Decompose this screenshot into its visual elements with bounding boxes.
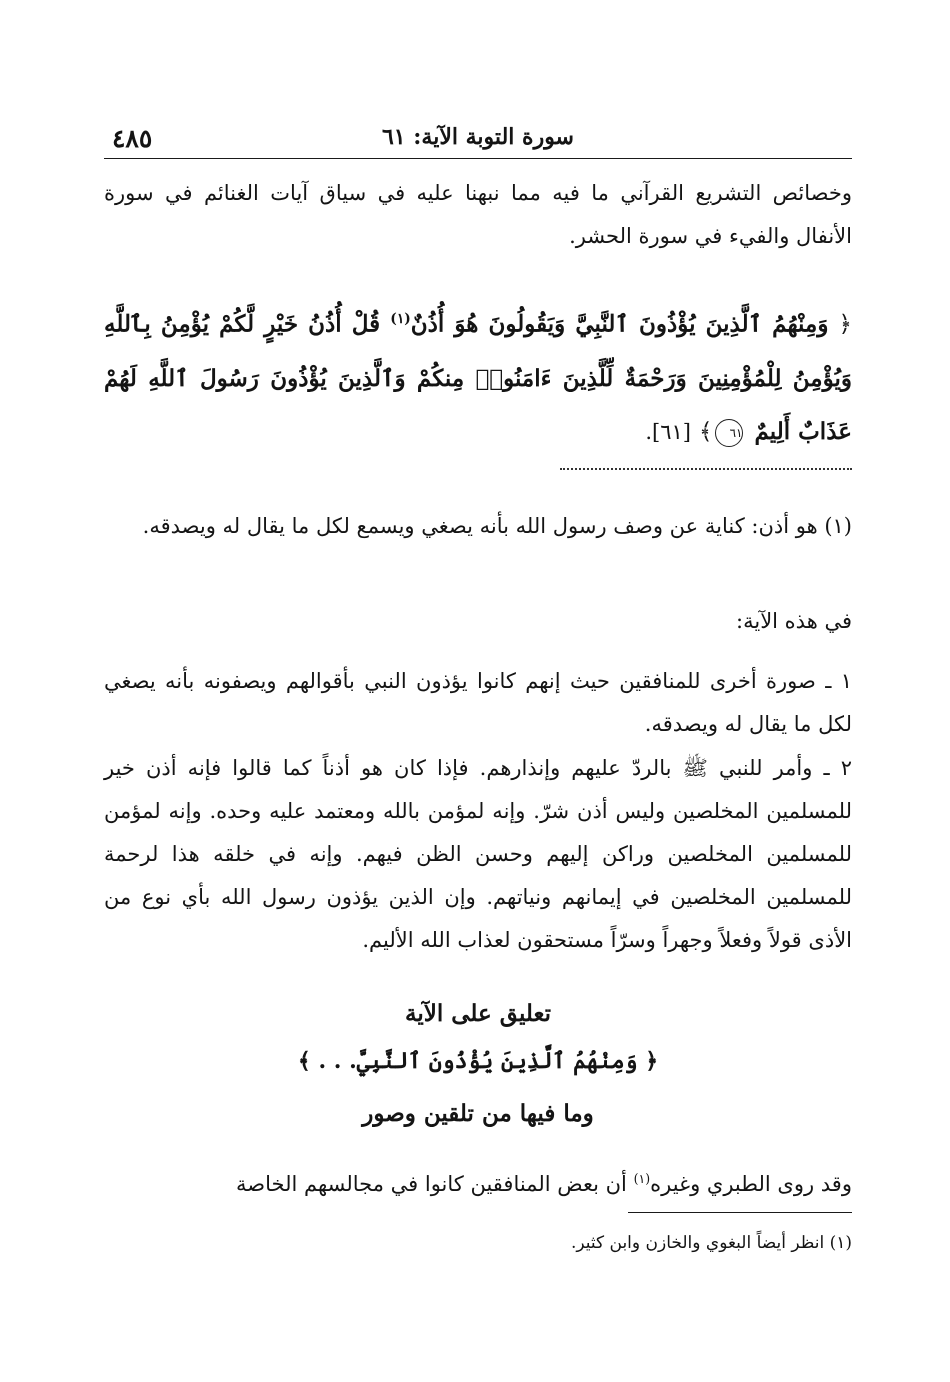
- commentary-heading: تعليق على الآية: [405, 1000, 551, 1027]
- excerpt-close-ornament: ﴾: [297, 1048, 311, 1074]
- point-1-text: ١ ـ صورة أخرى للمنافقين حيث إنهم كانوا يؤذون النبي بأقوالهم ويصفونه بأنه يصغي لكل ما يقال له ويصدقه.: [104, 669, 852, 736]
- verse-reference: [٦١].: [645, 419, 691, 444]
- verse-note-text: (١) هو أذن: كناية عن وصف رسول الله بأنه يصغي ويسمع لكل ما يقال له ويصدقه.: [142, 514, 852, 538]
- header-rule: [104, 158, 852, 159]
- commentary-subheading: وما فيها من تلقين وصور: [362, 1100, 594, 1127]
- excerpt-text: وَمِنْهُمُ ٱلَّذِينَ يُؤْذُونَ ٱلنَّبِيَّ. . .: [318, 1048, 638, 1074]
- header-title: سورة التوبة الآية: ٦١: [381, 124, 574, 150]
- running-header: [104, 118, 852, 158]
- point-2: [104, 747, 852, 962]
- point-1: [104, 660, 852, 746]
- footnote-rule: [628, 1212, 852, 1213]
- quran-verse: [104, 293, 852, 459]
- commentary-verse-excerpt: [104, 1048, 852, 1074]
- commentary-text-part-2: أن بعض المنافقين كانوا في مجالسهم الخاصة: [236, 1172, 627, 1196]
- excerpt-open-ornament: ﴿: [645, 1048, 659, 1074]
- commentary-paragraph: [104, 1157, 852, 1206]
- verse-open-ornament: ﴿: [838, 311, 853, 338]
- commentary-text-part-1: وقد روى الطبري وغيره: [650, 1172, 852, 1196]
- ayah-number-medallion: ٦١: [715, 419, 743, 447]
- page-number: ٤٨٥: [112, 124, 153, 153]
- footnote: (١) انظر أيضاً البغوي والخازن وابن كثير.: [570, 1233, 852, 1253]
- verse-text-part-1: وَمِنْهُمُ ٱلَّذِينَ يُؤْذُونَ ٱلنَّبِيَّ وَيَقُولُونَ هُوَ أُذُنٌ: [410, 310, 829, 338]
- in-this-verse-section: [104, 600, 852, 643]
- verse-close-ornament: ﴾: [699, 418, 713, 445]
- verse-text-part-2: قُلْ أُذُنُ خَيْرٍ لَّكُمْ يُؤْمِنُ بِٱللَّهِ وَيُؤْمِنُ لِلْمُؤْمِنِينَ وَرَحْمَةٌ لِّلَّذِينَ ءَامَنُوا۟ مِنكُمْ وَٱلَّذِينَ يُؤْذُونَ رَسُولَ ٱللَّهِ لَهُمْ عَذَابٌ أَلِيمٌ: [104, 310, 852, 445]
- intro-paragraph: [104, 172, 852, 258]
- verse-note: [104, 505, 852, 548]
- point-2-text: ٢ ـ وأمر للنبي ﷺ بالردّ عليهم وإنذارهم. فإذا كان هو أذناً كما قالوا فإنه أذن خير للمسلمين المخلصين وليس أذن شرّ. وإنه لمؤمن بالله ومعتمد عليه وحده. وإنه لمؤمن للمسلمين المخلصين وراكن إليهم وحسن الظن فيهم. وإنه في خلقه هذا لرحمة للمسلمين المخلصين في إيمانهم ونياتهم. وإن الذين يؤذون رسول الله بأي نوع من الأذى قولاً وفعلاً وجهراً وسرّاً مستحقون لعذاب الله الأليم.: [104, 756, 852, 952]
- commentary-paragraph-text: [104, 1157, 852, 1206]
- in-this-verse-label: في هذه الآية:: [736, 609, 852, 633]
- verse-note-marker: (١): [390, 311, 411, 327]
- commentary-note-marker: (١): [633, 1171, 651, 1186]
- dotted-separator: [560, 468, 852, 470]
- intro-text: وخصائص التشريع القرآني ما فيه مما نبهنا عليه في سياق آيات الغنائم في سورة الأنفال والفيء في سورة الحشر.: [104, 181, 852, 248]
